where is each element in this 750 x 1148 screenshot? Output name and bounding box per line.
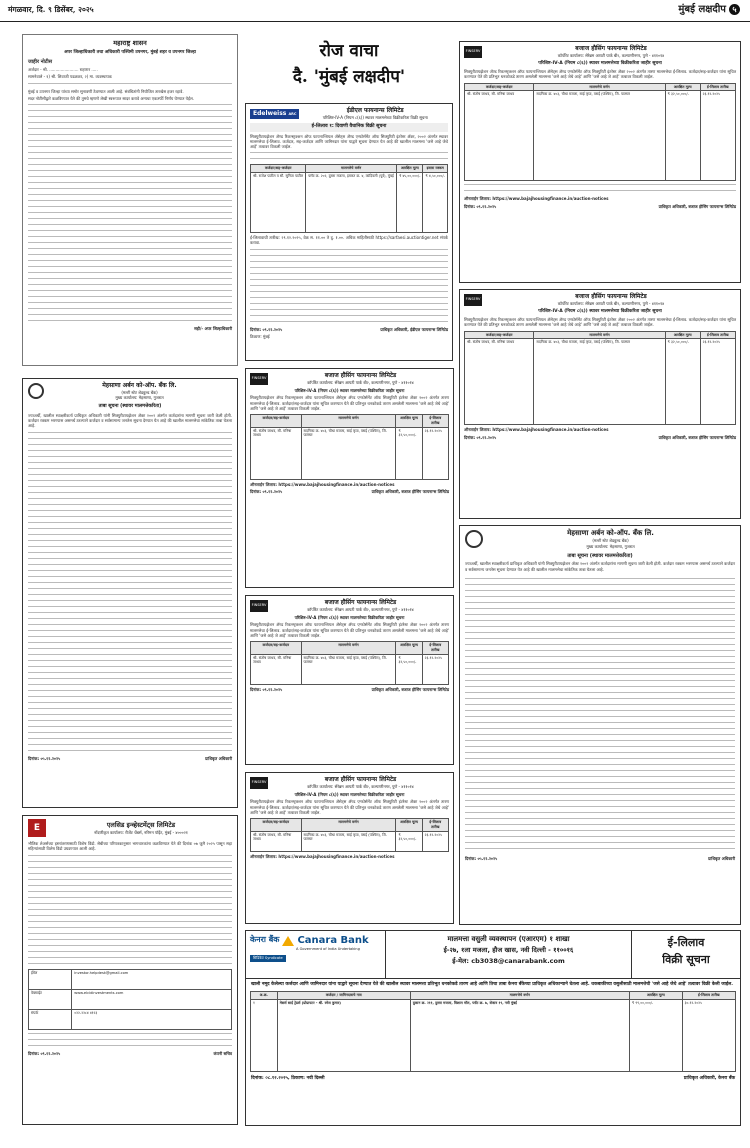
bajaj-sign: प्राधिकृत अधिकारी, बजाज हौसिंग फायनान्स लिमिटेड bbox=[658, 203, 736, 209]
bajaj-notice-mid-right bbox=[459, 289, 741, 519]
bajaj-para: सिक्युरीटायझेशन ॲण्ड रिकन्स्ट्रक्शन ऑफ फायनान्शियल ॲसेट्स ॲण्ड एन्फोर्समेंट ऑफ सिक्युरिटी इंटरेस्ट ॲक्ट २००२ अंतर्गत तारण मालमत्तेचा ई-लिलाव. कर्जदार/सह-कर्जदार यांना सूचित करण्यात येते की प्रतिभूत धनकोकडे तारण असलेली मालमत्ता 'जसे आहे जेथे आहे' आणि 'जसे आहे जे आहे' तत्वावर विकली जाईल. bbox=[464, 317, 736, 328]
th: आरक्षित मूल्य bbox=[629, 992, 682, 1000]
canara-table bbox=[250, 991, 736, 1072]
th: ई-लिलाव तारीख bbox=[422, 819, 448, 831]
bajaj-table bbox=[250, 641, 449, 684]
td: २३.१२.२०२५ bbox=[422, 831, 448, 851]
td: श्री. संतोष जाधव, सौ. मनिषा जाधव bbox=[465, 339, 534, 425]
govt-line: अर्जदार - श्री. ....................... राहणार ..... bbox=[28, 67, 98, 73]
td: २३.१२.२०२५ bbox=[422, 654, 448, 684]
page-number: ५ bbox=[729, 4, 740, 15]
roj-vacha-line2: दै. 'मुंबई लक्षदीप' bbox=[292, 67, 406, 88]
mehsana-notice-right bbox=[459, 525, 741, 925]
th: आरक्षित मूल्य bbox=[396, 819, 422, 831]
td: संपर्क bbox=[29, 1009, 72, 1029]
th: मालमत्तेचे वर्णन bbox=[534, 331, 665, 339]
th: ई-लिलाव तारीख bbox=[682, 992, 735, 1000]
td: मेसर्स साई ट्रेडर्स (प्रोप्रायटर - श्री. रमेश कुमार) bbox=[277, 999, 410, 1071]
td: श्री. संतोष जाधव, सौ. मनिषा जाधव bbox=[251, 831, 302, 851]
th: मालमत्तेचे वर्णन bbox=[301, 819, 396, 831]
th: कर्जदार/सह-कर्जदार bbox=[465, 331, 534, 339]
bajaj-table bbox=[250, 414, 449, 479]
bajaj-date: दिनांक: ०९.१२.२०२५ bbox=[464, 203, 497, 209]
bajaj-sign: प्राधिकृत अधिकारी, बजाज हौसिंग फायनान्स लिमिटेड bbox=[658, 434, 736, 440]
elcid-sub: नोंदणीकृत कार्यालय: रीजेंट चेंबर्स, नरिमन पॉईंट, मुंबई - ४०००२१ bbox=[94, 829, 188, 835]
canara-office: मालमत्ता वसुली व्यवस्थापन (एआरएम) १ शाखा bbox=[447, 935, 570, 943]
th: मालमत्तेचे वर्णन bbox=[410, 992, 629, 1000]
bajaj-notice-top-right bbox=[459, 41, 741, 283]
govt-line: मुंबई व उपनगर जिल्हा यांच्या समोर सुनावणी ठेवण्यात आली आहे. संबंधितांनी नियोजित तारखेस हजर रहावे. bbox=[28, 88, 184, 94]
elcid-para: भौतिक शेअर्सच्या हस्तांतरणासाठी विशेष विंडो. सेबीच्या परिपत्रकानुसार भागधारकांना कळविण्यात येते की दिनांक ०७ जुलै २०२५ पासून सहा महिन्यांसाठी विशेष विंडो उघडण्यात आली आहे. bbox=[28, 841, 232, 852]
mehsana-sign: प्राधिकृत अधिकारी bbox=[708, 855, 735, 861]
elcid-sign: कंपनी सचिव bbox=[213, 1050, 232, 1056]
mehsana-logo-icon bbox=[465, 530, 483, 548]
mehsana-para: ज्याअर्थी, खालील स्वाक्षरीकर्ता प्राधिकृत अधिकारी यांनी सिक्युरीटायझेशन ॲक्ट २००२ अंतर्गत कर्जदारांना मागणी सूचना जारी केली होती. कर्जदार रक्कम भरण्यास असमर्थ ठरल्याने कर्जदार व सर्वसामान्य जनतेस सूचना देण्यात येत आहे की खालील मालमत्तेचा सांकेतिक ताबा घेतला आहे. bbox=[465, 561, 735, 572]
td: ३०.१२.२०२५ bbox=[682, 999, 735, 1071]
bajaj-logo: FINSERV bbox=[250, 777, 268, 789]
govt-notice bbox=[22, 34, 238, 366]
th: आरक्षित मूल्य bbox=[396, 642, 422, 654]
bajaj-addr: कॉर्पोरेट कार्यालय: सेरेब्रम आयटी पार्क बी२, कल्याणीनगर, पुणे - ४११०१४ bbox=[307, 783, 414, 789]
th: ई-लिलाव तारीख bbox=[700, 83, 735, 91]
bajaj-addr: कॉर्पोरेट कार्यालय: सेरेब्रम आयटी पार्क बी२, कल्याणीनगर, पुणे - ४११०१४ bbox=[307, 379, 414, 385]
td: सदनिका क्र. ४०३, चौथा मजला, साई कृपा, वसई (पश्चिम), जि. पालघर bbox=[534, 91, 665, 181]
td: २३.१२.२०२५ bbox=[700, 91, 735, 181]
canara-triangle-icon bbox=[282, 936, 294, 946]
canara-title-2: विक्री सूचना bbox=[662, 952, 710, 966]
masthead bbox=[0, 0, 750, 22]
bajaj-addr: कॉर्पोरेट कार्यालय: सेरेब्रम आयटी पार्क बी२, कल्याणीनगर, पुणे - ४११०१४ bbox=[557, 52, 665, 58]
edelweiss-para: सिक्युरीटायझेशन ॲण्ड रिकन्स्ट्रक्शन ऑफ फायनान्शियल ॲसेट्स ॲण्ड एन्फोर्समेंट ऑफ सिक्युरिटी इंटरेस्ट ॲक्ट, २००२ अंतर्गत स्थावर मालमत्तेचा ई-लिलाव. कर्जदार, सह-कर्जदार आणि जामिनदार यांना याद्वारे सूचना देण्यात येत आहे की खालील मालमत्ता 'जसे आहे जेथे आहे' तत्वावर विकली जाईल. bbox=[250, 133, 448, 150]
bajaj-para: सिक्युरीटायझेशन ॲण्ड रिकन्स्ट्रक्शन ऑफ फायनान्शियल ॲसेट्स ॲण्ड एन्फोर्समेंट ऑफ सिक्युरिटी इंटरेस्ट ॲक्ट २००२ अंतर्गत तारण मालमत्तेचा ई-लिलाव. कर्जदार/सह-कर्जदार यांना सूचित करण्यात येते की प्रतिभूत धनकोकडे तारण असलेली मालमत्ता 'जसे आहे जेथे आहे' आणि 'जसे आहे जे आहे' तत्वावर विकली जाईल. bbox=[250, 799, 449, 815]
canara-email: ई-मेल: cb3038@canarabank.com bbox=[452, 956, 565, 965]
canara-logo-block bbox=[246, 931, 386, 978]
edelweiss-note: ई-लिलावाची तारीख: २९.१२.२०२५, वेळ स. ११.०० ते दु. १.००. अधिक माहितीसाठी https://sarfaesi.auctiontiger.net संपर्क करावा. bbox=[250, 235, 448, 246]
td: ₹ ३२,५०,०००/- bbox=[396, 427, 422, 479]
bajaj-name: बजाज हौसिंग फायनान्स लिमिटेड bbox=[324, 372, 397, 379]
paper-name: मुंबई लक्षदीप bbox=[678, 4, 726, 15]
mehsana-name: मेहसाणा अर्बन को-ऑप. बँक लि. bbox=[567, 529, 654, 537]
td: www.elcidinvestments.com bbox=[72, 989, 232, 1009]
edelweiss-logo: Edelweiss ARC bbox=[250, 109, 299, 119]
bajaj-addr: कॉर्पोरेट कार्यालय: सेरेब्रम आयटी पार्क बी२, कल्याणीनगर, पुणे - ४११०१४ bbox=[307, 606, 414, 612]
edelweiss-band: ई-लिलाव १: दिवाणी वैधानिक विक्री सूचना bbox=[250, 123, 448, 131]
th: कर्जदार/सह-कर्जदार bbox=[251, 642, 302, 654]
govt-line: जाहीर नोटीस bbox=[28, 58, 53, 65]
bajaj-table bbox=[250, 818, 449, 851]
td: सदनिका क्र. ४०३, चौथा मजला, साई कृपा, वसई (पश्चिम), जि. पालघर bbox=[301, 654, 396, 684]
elcid-name: एलसिड इन्व्हेस्टमेंट्स लिमिटेड bbox=[106, 821, 176, 830]
td: सदनिका क्र. ४०३, चौथा मजला, साई कृपा, वसई (पश्चिम), जि. पालघर bbox=[534, 339, 665, 425]
canara-hindi-name: केनरा बैंक bbox=[250, 935, 280, 945]
td: ०२२-२२८४ ४१२३ bbox=[72, 1009, 232, 1029]
th: मालमत्तेचे वर्णन bbox=[301, 415, 396, 427]
bajaj-logo: FINSERV bbox=[464, 294, 482, 306]
mehsana-para: ज्याअर्थी, खालील स्वाक्षरीकर्ता प्राधिकृत अधिकारी यांनी सिक्युरीटायझेशन ॲक्ट २००२ अंतर्गत कर्जदारांना मागणी सूचना जारी केली होती. कर्जदार रक्कम भरण्यास असमर्थ ठरल्याने कर्जदार व सर्वसामान्य जनतेस सूचना देण्यात येत आहे की खालील मालमत्तेचा सांकेतिक ताबा घेतला आहे. bbox=[28, 412, 232, 429]
edelweiss-sign: प्राधिकृत अधिकारी, ईडीएल फायनान्स लिमिटेड bbox=[380, 326, 448, 332]
canara-title-1: ई-लिलाव bbox=[667, 936, 705, 949]
th: ई-लिलाव तारीख bbox=[422, 642, 448, 654]
td: १ bbox=[251, 999, 278, 1071]
bajaj-sign: प्राधिकृत अधिकारी, बजाज हौसिंग फायनान्स लिमिटेड bbox=[371, 686, 449, 692]
govt-line: सामनेवाले - १) श्री. शिवाजी पडळकर, २) मा. व्यवस्थापक bbox=[28, 74, 112, 80]
mehsana-sub: (मल्टी स्टेट शेड्युल्ड बँक) bbox=[121, 389, 158, 395]
mehsana-notice-left bbox=[22, 378, 238, 808]
canara-date: दिनांक: ०८.१२.२०२५, ठिकाण: नवी दिल्ली bbox=[251, 1075, 325, 1081]
mehsana-date: दिनांक: ०५.१२.२०२५ bbox=[465, 855, 498, 861]
bajaj-addr: कॉर्पोरेट कार्यालय: सेरेब्रम आयटी पार्क बी२, कल्याणीनगर, पुणे - ४११०१४ bbox=[557, 300, 665, 306]
th: मालमत्तेचे वर्णन bbox=[306, 165, 397, 173]
td: ₹ ४,५०,०००/- bbox=[423, 173, 448, 233]
td: २३.१२.२०२५ bbox=[700, 339, 735, 425]
bajaj-para: सिक्युरीटायझेशन ॲण्ड रिकन्स्ट्रक्शन ऑफ फायनान्शियल ॲसेट्स ॲण्ड एन्फोर्समेंट ऑफ सिक्युरिटी इंटरेस्ट ॲक्ट २००२ अंतर्गत तारण मालमत्तेचा ई-लिलाव. कर्जदार/सह-कर्जदार यांना सूचित करण्यात येते की प्रतिभूत धनकोकडे तारण असलेली मालमत्ता 'जसे आहे जेथे आहे' आणि 'जसे आहे जे आहे' तत्वावर विकली जाईल. bbox=[250, 395, 449, 411]
td: फ्लॅट क्र. २०२, दुसरा मजला, इमारत क्र. ४, कांदिवली (पूर्व), मुंबई bbox=[306, 173, 397, 233]
th: कर्जदार/सह-कर्जदार bbox=[251, 415, 302, 427]
th: मालमत्तेचे वर्णन bbox=[534, 83, 665, 91]
elcid-table bbox=[28, 969, 232, 1030]
canara-syndicate: सिंडिकेट Syndicate bbox=[250, 955, 286, 962]
td: श्री. संतोष जाधव, सौ. मनिषा जाधव bbox=[465, 91, 534, 181]
edelweiss-table bbox=[250, 164, 448, 233]
bajaj-online: ऑनलाईन लिलाव: https://www.bajajhousingfinance.in/auction-notices bbox=[250, 481, 395, 487]
masthead-paper bbox=[678, 3, 740, 16]
govt-office: अपर जिल्हाधिकारी तथा अधिकारी पश्चिमी उपनगर, मुंबई शहर व उपनगर जिल्हा bbox=[64, 49, 196, 55]
td: ₹ ४५,००,०००/- bbox=[397, 173, 423, 233]
bajaj-notice-center-2 bbox=[245, 595, 454, 765]
mehsana-sign: प्राधिकृत अधिकारी bbox=[205, 755, 232, 761]
td: सदनिका क्र. ४०३, चौथा मजला, साई कृपा, वसई (पश्चिम), जि. पालघर bbox=[301, 831, 396, 851]
bajaj-date: दिनांक: ०९.१२.२०२५ bbox=[464, 434, 497, 440]
bajaj-logo: FINSERV bbox=[464, 46, 482, 58]
td: ₹ ३२,५०,०००/- bbox=[396, 654, 422, 684]
govt-title: महाराष्ट्र शासन bbox=[113, 39, 147, 47]
th: ई-लिलाव तारीख bbox=[700, 331, 735, 339]
th: ई-लिलाव तारीख bbox=[422, 415, 448, 427]
bajaj-notice-title: परिशिष्ट-IV-A (नियम ८(६)) स्थावर मालमत्तेच्या विक्रीकरिता जाहीर सूचना bbox=[294, 792, 405, 798]
bajaj-notice-title: परिशिष्ट-IV-A (नियम ८(६)) स्थावर मालमत्तेच्या विक्रीकरिता जाहीर सूचना bbox=[294, 615, 405, 621]
td: श्री. संतोष जाधव, सौ. मनिषा जाधव bbox=[251, 654, 302, 684]
canara-addr: ई-२७, १ला मजला, हौज खास, नवी दिल्ली - ११००१६ bbox=[443, 946, 574, 955]
edelweiss-notice bbox=[245, 103, 453, 361]
bajaj-name: बजाज हौसिंग फायनान्स लिमिटेड bbox=[575, 45, 647, 52]
bajaj-notice-center-1 bbox=[245, 368, 454, 588]
td: सदनिका क्र. ४०३, चौथा मजला, साई कृपा, वसई (पश्चिम), जि. पालघर bbox=[301, 427, 396, 479]
edelweiss-place: ठिकाण: मुंबई bbox=[250, 333, 270, 339]
mehsana-notice-title: ताबा सूचना (स्थावर मालमत्तेकरिता) bbox=[98, 404, 162, 410]
elcid-date: दिनांक: ०९.१२.२०२५ bbox=[28, 1050, 61, 1056]
bajaj-online: ऑनलाईन लिलाव: https://www.bajajhousingfinance.in/auction-notices bbox=[464, 427, 609, 433]
td: ₹ ३२,५०,०००/- bbox=[665, 91, 700, 181]
masthead-date: मंगळवार, दि. ९ डिसेंबर, २०२५ bbox=[8, 5, 94, 14]
bajaj-date: दिनांक: ०९.१२.२०२५ bbox=[250, 686, 283, 692]
bajaj-table bbox=[464, 83, 736, 182]
mehsana-addr: मुख्य कार्यालय: मेहसाणा, गुजरात bbox=[115, 395, 164, 401]
elcid-notice bbox=[22, 815, 238, 1125]
td: ₹ ३२,५०,०००/- bbox=[665, 339, 700, 425]
mehsana-name: मेहसाणा अर्बन को-ऑप. बँक लि. bbox=[102, 382, 177, 389]
td: ₹ ३२,५०,०००/- bbox=[396, 831, 422, 851]
bajaj-name: बजाज हौसिंग फायनान्स लिमिटेड bbox=[575, 293, 647, 300]
govt-line: सदर नोटीसीद्वारे कळविण्यात येते की तुमचे म्हणणे लेखी स्वरूपात सादर करावे अन्यथा एकतर्फी निर्णय घेण्यात येईल. bbox=[28, 95, 194, 101]
td: दुकान क्र. २११, दुसरा मजला, विशाल मॉल, प्लॉट क्र. ७, सेक्टर १९, नवी मुंबई bbox=[410, 999, 629, 1071]
td: investor.helpdesk@gmail.com bbox=[72, 969, 232, 989]
th: आरक्षित मूल्य bbox=[396, 415, 422, 427]
td: २३.१२.२०२५ bbox=[422, 427, 448, 479]
bajaj-logo: FINSERV bbox=[250, 373, 268, 385]
mehsana-notice-title: ताबा सूचना (स्थावर मालमत्तेकरिता) bbox=[567, 552, 633, 559]
edelweiss-title: ईडीएल फायनान्स लिमिटेड bbox=[346, 107, 404, 114]
bajaj-para: सिक्युरीटायझेशन ॲण्ड रिकन्स्ट्रक्शन ऑफ फायनान्शियल ॲसेट्स ॲण्ड एन्फोर्समेंट ऑफ सिक्युरिटी इंटरेस्ट ॲक्ट २००२ अंतर्गत तारण मालमत्तेचा ई-लिलाव. कर्जदार/सह-कर्जदार यांना सूचित करण्यात येते की प्रतिभूत धनकोकडे तारण असलेली मालमत्ता 'जसे आहे जेथे आहे' आणि 'जसे आहे जे आहे' तत्वावर विकली जाईल. bbox=[464, 69, 736, 80]
bajaj-sign: प्राधिकृत अधिकारी, बजाज हौसिंग फायनान्स लिमिटेड bbox=[371, 488, 449, 494]
th: कर्जदार/सह-कर्जदार bbox=[251, 165, 306, 173]
canara-sign: प्राधिकृत अधिकारी, केनरा बँक bbox=[683, 1075, 735, 1081]
th: अ.क्र. bbox=[251, 992, 278, 1000]
th: कर्जदार / जामिनदाराचे नाव bbox=[277, 992, 410, 1000]
mehsana-logo-icon bbox=[28, 383, 44, 399]
th: आरक्षित मूल्य bbox=[665, 331, 700, 339]
bajaj-notice-title: परिशिष्ट-IV-A (नियम ८(६)) स्थावर मालमत्तेच्या विक्रीकरिता जाहीर सूचना bbox=[538, 309, 662, 315]
canara-english-name: Canara Bank bbox=[297, 935, 369, 946]
td: ईमेल bbox=[29, 969, 72, 989]
td: वेबसाईट bbox=[29, 989, 72, 1009]
roj-vacha-banner bbox=[245, 40, 453, 100]
roj-vacha-line1: रोज वाचा bbox=[319, 41, 379, 61]
canara-notice bbox=[245, 930, 741, 1126]
th: इसारा रक्कम bbox=[423, 165, 448, 173]
bajaj-online: ऑनलाईन लिलाव: https://www.bajajhousingfinance.in/auction-notices bbox=[464, 196, 609, 202]
td: श्री. संतोष जाधव, सौ. मनिषा जाधव bbox=[251, 427, 302, 479]
td: श्री. राजेश पाटील व सौ. सुनिता पाटील bbox=[251, 173, 306, 233]
bajaj-logo: FINSERV bbox=[250, 600, 268, 612]
mehsana-addr: मुख्य कार्यालय: मेहसाणा, गुजरात bbox=[586, 543, 635, 549]
th: कर्जदार/सह-कर्जदार bbox=[465, 83, 534, 91]
bajaj-para: सिक्युरीटायझेशन ॲण्ड रिकन्स्ट्रक्शन ऑफ फायनान्शियल ॲसेट्स ॲण्ड एन्फोर्समेंट ऑफ सिक्युरिटी इंटरेस्ट ॲक्ट २००२ अंतर्गत तारण मालमत्तेचा ई-लिलाव. कर्जदार/सह-कर्जदार यांना सूचित करण्यात येते की प्रतिभूत धनकोकडे तारण असलेली मालमत्ता 'जसे आहे जेथे आहे' आणि 'जसे आहे जे आहे' तत्वावर विकली जाईल. bbox=[250, 622, 449, 638]
th: मालमत्तेचे वर्णन bbox=[301, 642, 396, 654]
bajaj-online: ऑनलाईन लिलाव: https://www.bajajhousingfinance.in/auction-notices bbox=[250, 853, 395, 859]
bajaj-notice-title: परिशिष्ट-IV-A (नियम ८(६)) स्थावर मालमत्तेच्या विक्रीकरिता जाहीर सूचना bbox=[294, 388, 405, 394]
govt-sign: सही/- अपर जिल्हाधिकारी bbox=[194, 326, 232, 332]
th: आरक्षित मूल्य bbox=[665, 83, 700, 91]
elcid-logo-icon: E bbox=[28, 819, 46, 837]
mehsana-date: दिनांक: ०५.१२.२०२५ bbox=[28, 755, 61, 761]
bajaj-notice-center-3 bbox=[245, 772, 454, 924]
mehsana-sub: (मल्टी स्टेट शेड्युल्ड बँक) bbox=[592, 538, 629, 544]
bajaj-notice-title: परिशिष्ट-IV-A (नियम ८(६)) स्थावर मालमत्तेच्या विक्रीकरिता जाहीर सूचना bbox=[538, 61, 662, 67]
bajaj-date: दिनांक: ०९.१२.२०२५ bbox=[250, 488, 283, 494]
bajaj-table bbox=[464, 331, 736, 426]
th: आरक्षित मूल्य bbox=[397, 165, 423, 173]
canara-para: खाली नमूद केलेल्या कर्जदार आणि जामिनदार यांना याद्वारे सूचना देण्यात येते की खालील स्थावर मालमत्ता प्रतिभूत धनकोकडे तारण आहे आणि तिचा ताबा केनरा बँकेच्या प्राधिकृत अधिकाऱ्याने घेतला आहे. थकबाकीच्या वसुलीसाठी मालमत्तेची 'जसे आहे जेथे आहे' तत्वावर विक्री केली जाईल. bbox=[251, 982, 733, 987]
canara-tagline: A Government of India Undertaking bbox=[296, 947, 360, 952]
edelweiss-date: दिनांक: ०९.१२.२०२५ bbox=[250, 326, 283, 332]
th: कर्जदार/सह-कर्जदार bbox=[251, 819, 302, 831]
td: ₹ ९९,००,०००/- bbox=[629, 999, 682, 1071]
edelweiss-sub: परिशिष्ट-IV-A (नियम ८(६)) स्थावर मालमत्तेच्या विक्रीकरिता विक्री सूचना bbox=[322, 114, 428, 120]
bajaj-name: बजाज हौसिंग फायनान्स लिमिटेड bbox=[324, 599, 397, 606]
bajaj-name: बजाज हौसिंग फायनान्स लिमिटेड bbox=[324, 776, 397, 783]
